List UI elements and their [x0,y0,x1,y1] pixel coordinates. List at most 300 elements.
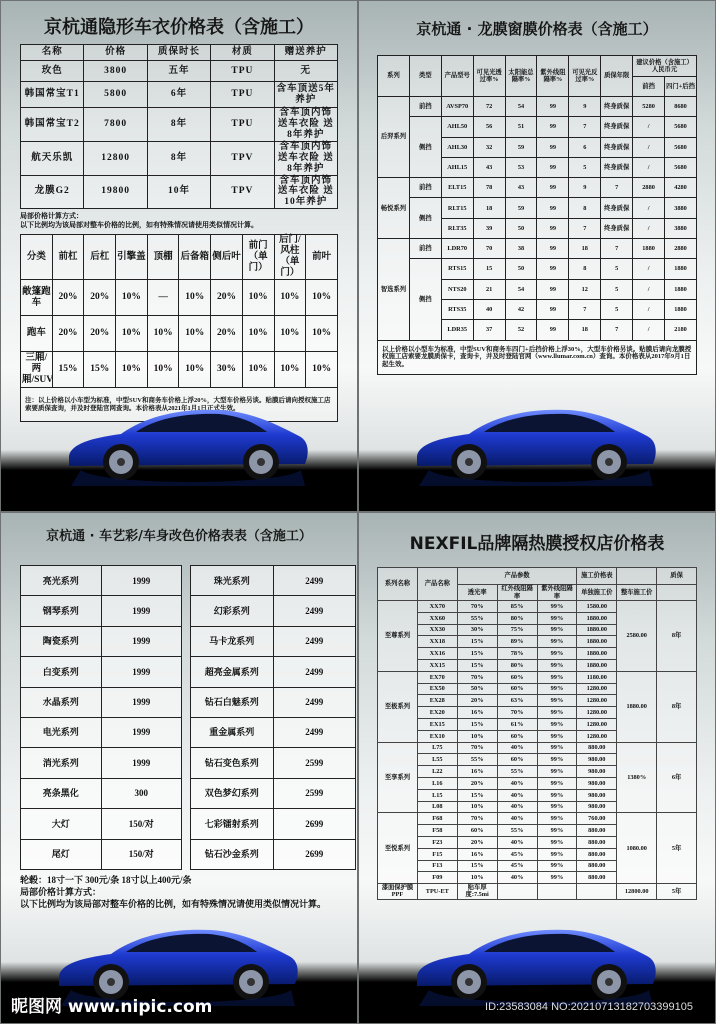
table-cell: 赠送养护 [274,45,337,61]
table-cell: 99% [537,789,577,801]
table-cell: 前门（单门） [242,235,274,280]
table-row [21,626,182,656]
table-cell: RLT15 [441,198,473,218]
table-cell: 99 [537,320,569,340]
table-cell: 760.00 [577,813,617,825]
table-cell: RTS35 [441,299,473,319]
table-cell: 5年 [657,813,697,884]
table-cell: 航天乐凯 [21,141,84,175]
table-cell: 2499 [273,717,356,747]
table-cell: 质保年限 [601,56,633,97]
table-row [378,259,697,279]
table-cell: 质保 [657,568,697,585]
table-cell: EX10 [417,730,457,742]
table-cell: 880.00 [577,825,617,837]
color-series-table-right [190,565,356,870]
table-cell: 980.00 [577,754,617,766]
table-cell: 1880.00 [577,624,617,636]
table-row [378,97,697,117]
table-cell: 红外线阻隔率 [497,585,537,601]
table-cell: 7 [601,178,633,198]
table-row [378,671,697,683]
table-cell: 99 [537,137,569,157]
table-cell: 78% [497,648,537,660]
table-cell: 产品型号 [441,56,473,97]
table-cell: 39 [473,218,505,238]
table-cell: 前挡 [409,239,441,259]
table-cell: EX20 [417,707,457,719]
table-cell: 1880 [665,259,697,279]
table-cell: 5 [601,299,633,319]
table-row [378,568,697,585]
table-cell: 70% [457,742,497,754]
table-cell: 终身质保 [601,218,633,238]
table-cell: 5800 [84,82,147,108]
table-cell: 整车施工价 [617,585,657,601]
table-row [378,601,697,613]
table-cell: 电光系列 [21,717,102,747]
table-cell: 亮条黑化 [21,778,102,808]
table-cell: 54 [505,279,537,299]
table-cell: 150/对 [101,839,182,869]
table-cell: 系列 [378,56,410,97]
table-cell: 引擎盖 [116,235,148,280]
table-cell: 99% [537,636,577,648]
table-cell: 2499 [273,566,356,596]
table-row [21,839,182,869]
table-cell: / [633,279,665,299]
notes [20,874,356,910]
table-cell: 16% [457,707,497,719]
table-cell: 无 [274,61,337,82]
table-cell: 70% [457,813,497,825]
table-cell: 至尊系列 [378,601,418,672]
table-cell: 水晶系列 [21,687,102,717]
table-cell: 5 [601,279,633,299]
table-cell: 99 [537,259,569,279]
table-cell: 8 [569,259,601,279]
table-cell: 99% [537,671,577,683]
table-cell: 99% [537,648,577,660]
table-cell: 前挡 [633,76,665,97]
car-image [409,386,659,496]
table-cell: 42 [505,299,537,319]
table-cell: 2599 [273,748,356,778]
table-cell: LDR35 [441,320,473,340]
table-cell: 89% [497,636,537,648]
color-series-table-left [20,565,182,870]
table-row [191,687,356,717]
table-cell: 40% [497,742,537,754]
table-cell: 20% [84,280,116,316]
table-cell: 前挡 [409,178,441,198]
table-cell: 亮光系列 [21,566,102,596]
table-cell: RTS15 [441,259,473,279]
table-cell: / [633,259,665,279]
table-cell: 10% [147,316,179,352]
table-cell: 透光率 [457,585,497,601]
table-cell: 40% [497,813,537,825]
table-cell: 2599 [273,778,356,808]
table-cell: 10% [306,316,338,352]
table-cell: 1999 [101,748,182,778]
table-cell: 智选系列 [378,239,410,340]
table-row [191,839,356,869]
table-cell [537,884,577,899]
table-cell: TPV [211,175,274,209]
table-row [191,809,356,839]
table-cell: 超亮金属系列 [191,657,274,687]
table-cell: 侧挡 [409,259,441,340]
table-row [21,235,338,280]
table-cell: 21 [473,279,505,299]
table-cell: / [633,320,665,340]
table-cell: 99 [537,157,569,177]
table-cell: 1880.00 [617,671,657,742]
table-cell: 15% [84,352,116,388]
table-cell: 1999 [101,626,182,656]
table-row [21,687,182,717]
table-cell: 侧挡 [409,117,441,178]
table-cell: 10% [274,316,306,352]
table-cell: 70% [497,707,537,719]
table-cell: 32 [473,137,505,157]
table-cell [497,884,537,899]
table-cell: TPV [211,141,274,175]
page-title: 京杭通 · 车艺彩/车身改色价格表表（含施工） [46,529,312,544]
table-cell: 2880 [633,178,665,198]
table-row [191,566,356,596]
watermark-id: ID:23583084 NO:20210713182703399105 [485,1001,693,1013]
table-cell: / [633,137,665,157]
table-cell: RLT35 [441,218,473,238]
table-cell: 2699 [273,809,356,839]
table-cell: AHL50 [441,117,473,137]
table-cell: 含车顶内饰 送车衣险 送10年养护 [274,175,337,209]
table-cell: 7 [569,117,601,137]
table-cell: 10% [147,352,179,388]
table-cell: 5680 [665,117,697,137]
table-cell: 2499 [273,687,356,717]
table-cell: 1880.00 [577,636,617,648]
table-cell: 30% [211,352,243,388]
table-cell: 99 [537,117,569,137]
table-cell: 9 [569,178,601,198]
table-cell: 韩国常宝T2 [21,108,84,142]
table-cell: 龙膜G2 [21,175,84,209]
table-cell: 3880 [665,218,697,238]
table-cell: L15 [417,789,457,801]
car-image [61,386,311,496]
table-cell: 质保时长 [147,45,210,61]
table-cell: 20% [211,280,243,316]
table-cell: 99% [537,624,577,636]
table-cell: EX50 [417,683,457,695]
table-row [191,626,356,656]
table-cell: AHL15 [441,157,473,177]
table-cell: 1380% [617,742,657,813]
table-row [21,778,182,808]
table-cell: 2699 [273,839,356,869]
table-cell [617,568,657,585]
table-cell: 1280.00 [577,707,617,719]
table-cell: 50 [505,218,537,238]
table-cell: 70% [457,601,497,613]
table-cell: 前叶 [306,235,338,280]
table-cell: 价格 [84,45,147,61]
table-cell: 紫外线阻隔率% [537,56,569,97]
table-cell: 80% [497,659,537,671]
panel-ppf-price [1,1,357,511]
table-cell: 珠光系列 [191,566,274,596]
table-cell: 99% [537,718,577,730]
nexfil-price-table [377,567,697,900]
table-cell: 99 [537,299,569,319]
table-cell: 重金属系列 [191,717,274,747]
table-cell: 15% [457,789,497,801]
table-cell: 1880 [633,239,665,259]
table-cell: 12800 [84,141,147,175]
table-cell: 15 [473,259,505,279]
table-cell: 材质 [211,45,274,61]
table-cell: 10% [242,280,274,316]
table-row [378,884,697,899]
table-cell: TPU [211,108,274,142]
table-cell: 99 [537,178,569,198]
table-cell: 钻石变色系列 [191,748,274,778]
table-cell: 5680 [665,137,697,157]
table-cell: 99% [537,612,577,624]
table-cell: 10% [179,280,211,316]
table-cell: 59 [505,137,537,157]
table-cell: 980.00 [577,766,617,778]
table-cell: 99% [537,777,577,789]
table-cell: 顶棚 [147,235,179,280]
table-row [191,748,356,778]
table-cell: 1880 [665,299,697,319]
table-cell: 2499 [273,626,356,656]
table-cell: F58 [417,825,457,837]
table-cell: 99% [537,742,577,754]
table-cell: 60% [497,730,537,742]
table-cell: 99% [537,754,577,766]
table-cell: 侧后叶 [211,235,243,280]
table-cell: 三厢/两厢/SUV [21,352,53,388]
table-cell: 可见光反过率% [569,56,601,97]
table-cell: 建议价格（含施工）人民币元 [633,56,697,77]
table-cell: XX15 [417,659,457,671]
table-cell: 19800 [84,175,147,209]
watermark-logo: 昵图网 www.nipic.com [11,997,213,1017]
table-cell: 双色梦幻系列 [191,778,274,808]
table-cell: 10% [306,280,338,316]
table-cell: 38 [505,239,537,259]
table-cell: F68 [417,813,457,825]
table-cell: 施工价格表 [577,568,617,585]
wheel-note: 轮毂：18寸一下 300元/条 18寸以上400元/条 [20,874,192,885]
table-cell: 1580.00 [577,601,617,613]
table-row [378,742,697,754]
table-cell: 20% [52,316,84,352]
table-cell: 2180 [665,320,697,340]
table-cell: 12800.00 [617,884,657,899]
table-cell: 880.00 [577,836,617,848]
table-cell: AHL30 [441,137,473,157]
table-cell: 终身质保 [601,117,633,137]
table-cell: 43 [505,178,537,198]
car-image [409,906,659,1016]
table-cell: F13 [417,860,457,872]
table-cell: 52 [505,320,537,340]
table-cell: 前杠 [52,235,84,280]
table-cell: 99% [537,872,577,884]
table-cell: 8年 [147,108,210,142]
table-cell: ELT15 [441,178,473,198]
table-cell: 60% [457,825,497,837]
table-cell: 10% [274,280,306,316]
table-cell: 99 [537,279,569,299]
table-cell: 尾灯 [21,839,102,869]
table-cell: 贴车厚度:7.5mi [457,884,497,899]
table-cell: 99% [537,860,577,872]
table-cell: 注：以上价格以小车型为标准，中型SUV和商务车价格上浮20%，大型车价格另谈。贴膜后请向授权施工店索要质保查询，并及时登陆官网查询。本价格表从2021年1月1日正式生效。 [21,388,338,422]
table-cell: 99% [537,848,577,860]
table-cell: 钻石白魅系列 [191,687,274,717]
table-cell: F15 [417,848,457,860]
table-cell: 85% [497,601,537,613]
table-cell: 四门+后挡 [665,76,697,97]
table-cell: 1280.00 [577,683,617,695]
table-row [378,117,697,137]
table-cell: 56 [473,117,505,137]
table-row [21,45,338,61]
table-cell: XX70 [417,601,457,613]
table-cell: 40% [497,801,537,813]
table-cell: / [633,157,665,177]
table-cell: L75 [417,742,457,754]
table-cell: 99% [537,801,577,813]
table-cell: 55% [497,766,537,778]
table-cell: 1880.00 [577,612,617,624]
table-cell: 20% [457,777,497,789]
table-cell: 880.00 [577,848,617,860]
table-row [21,596,182,626]
table-cell: 马卡龙系列 [191,626,274,656]
table-cell: 45% [497,848,537,860]
table-cell: / [633,218,665,238]
table-cell: 20% [52,280,84,316]
table-cell: 跑车 [21,316,53,352]
table-cell [657,585,697,601]
table-cell: 2499 [273,657,356,687]
table-cell: 陶瓷系列 [21,626,102,656]
table-cell: 后杠 [84,235,116,280]
table-cell: 15% [457,636,497,648]
table-cell: 880.00 [577,860,617,872]
table-cell: 单独施工价 [577,585,617,601]
table-row [21,748,182,778]
table-cell: 含车顶内饰 送车衣险 送8年养护 [274,108,337,142]
table-cell: / [633,117,665,137]
table-cell: L22 [417,766,457,778]
table-cell: 产品名称 [417,568,457,601]
table-cell: 15% [457,718,497,730]
table-row [191,657,356,687]
table-row [21,280,338,316]
table-cell: 10% [116,280,148,316]
table-cell: 20% [457,695,497,707]
table-cell: 系列名称 [378,568,418,601]
table-cell: 类型 [409,56,441,97]
table-cell: EX28 [417,695,457,707]
page-title: NEXFIL品牌隔热膜授权店价格表 [409,534,665,554]
table-cell: NTS20 [441,279,473,299]
table-cell: 99% [537,695,577,707]
table-cell: 5 [601,259,633,279]
table-cell: XX16 [417,648,457,660]
table-row [21,61,338,82]
table-cell: 1080.00 [617,813,657,884]
table-cell: 980.00 [577,789,617,801]
table-cell: 7 [601,320,633,340]
table-cell: 18 [569,320,601,340]
table-cell: 75% [497,624,537,636]
table-cell: 6 [569,137,601,157]
table-cell: 70 [473,239,505,259]
table-cell: 20% [84,316,116,352]
table-row [191,717,356,747]
table-cell: TPU [211,82,274,108]
panel3-content [20,565,356,910]
table-cell: 五年 [147,61,210,82]
table-cell: 12 [569,279,601,299]
table-cell: 99% [537,683,577,695]
table-cell: 55% [457,612,497,624]
table-cell: 99% [537,766,577,778]
table-cell: 至极系列 [378,671,418,742]
table-cell: 60% [497,683,537,695]
page-title: 京杭通 · 龙膜窗膜价格表（含施工） [416,20,658,38]
table-cell: 99% [537,707,577,719]
table-cell: 终身质保 [601,137,633,157]
table-cell: 10% [116,316,148,352]
table-cell: 7800 [84,108,147,142]
table-cell: 钻石沙金系列 [191,839,274,869]
table-cell: 玫色 [21,61,84,82]
calc-desc: 以下比例均为该局部对整车价格的比例，如有特殊情况请使用类似情况计算。 [20,899,327,910]
table-cell: 55% [457,754,497,766]
table-cell: 8680 [665,97,697,117]
table-row [378,239,697,259]
panel1-content [20,44,338,422]
table-cell: LDR70 [441,239,473,259]
table-cell: 980.00 [577,777,617,789]
table-cell: 1999 [101,717,182,747]
table-cell: 幻彩系列 [191,596,274,626]
table-cell: 后备箱 [179,235,211,280]
table-cell: 大灯 [21,809,102,839]
table-cell: 10% [306,352,338,388]
table-cell: 51 [505,117,537,137]
table-cell: 消光系列 [21,748,102,778]
table-cell: 20% [457,836,497,848]
table-cell: 880.00 [577,742,617,754]
table-cell: 8年 [657,671,697,742]
table-cell: 3800 [84,61,147,82]
table-row [191,778,356,808]
table-cell: 1999 [101,596,182,626]
table-cell: 钢琴系列 [21,596,102,626]
